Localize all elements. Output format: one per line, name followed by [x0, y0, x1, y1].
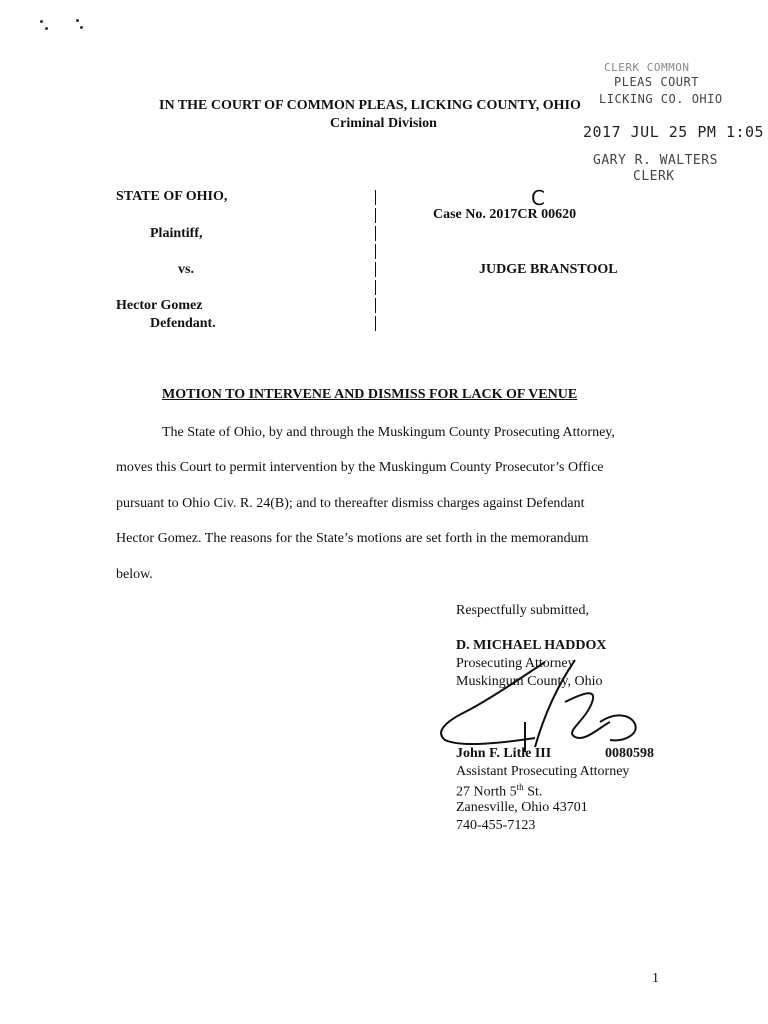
scan-speck — [76, 19, 79, 22]
motion-title: MOTION TO INTERVENE AND DISMISS FOR LACK OF VENUE — [162, 387, 578, 402]
motion-line-4: Hector Gomez. The reasons for the State’s motions are set forth in the memorandum — [116, 531, 589, 546]
motion-line-3: pursuant to Ohio Civ. R. 24(B); and to thereafter dismiss charges against Defendant — [116, 496, 585, 511]
stamp-line-2: PLEAS COURT — [614, 75, 699, 89]
prosecutor-county: Muskingum County, Ohio — [456, 674, 603, 689]
city-state-zip: Zanesville, Ohio 43701 — [456, 800, 588, 815]
street-rest: St. — [523, 784, 543, 800]
phone-number: 740-455-7123 — [456, 818, 536, 833]
scan-speck — [80, 26, 83, 29]
defendant-name: Hector Gomez — [116, 298, 203, 313]
assistant-name: John F. Litle III — [456, 746, 552, 761]
court-division: Criminal Division — [330, 116, 437, 131]
motion-line-2: moves this Court to permit intervention by the Muskingum County Prosecutor’s Office — [116, 460, 604, 475]
caption-divider-3 — [375, 226, 376, 241]
street-address — [456, 782, 542, 801]
scan-speck — [40, 20, 43, 23]
street-sup: th — [516, 782, 524, 792]
case-number: Case No. 2017CR 00620 — [433, 207, 577, 222]
defendant-role: Defendant. — [150, 316, 216, 331]
caption-divider-2 — [375, 208, 376, 223]
plaintiff-role: Plaintiff, — [150, 226, 203, 241]
stamp-clerk-title: CLERK — [633, 169, 675, 184]
plaintiff-name: STATE OF OHIO, — [116, 189, 228, 204]
closing: Respectfully submitted, — [456, 603, 589, 618]
caption-divider-5 — [375, 262, 376, 277]
judge-name: JUDGE BRANSTOOL — [479, 262, 618, 277]
stamp-clerk-name: GARY R. WALTERS — [593, 153, 718, 168]
stamp-line-1: CLERK COMMON — [604, 61, 690, 74]
bar-number: 0080598 — [605, 746, 654, 761]
prosecutor-title: Prosecuting Attorney — [456, 656, 575, 671]
caption-divider-7 — [375, 298, 376, 313]
street-number: 27 North 5 — [456, 784, 517, 800]
caption-divider-6 — [375, 280, 376, 295]
caption-divider-4 — [375, 244, 376, 259]
motion-line-5: below. — [116, 567, 153, 582]
prosecutor-name: D. MICHAEL HADDOX — [456, 638, 607, 653]
assistant-title: Assistant Prosecuting Attorney — [456, 764, 630, 779]
page-number: 1 — [652, 971, 659, 986]
scan-speck — [45, 27, 48, 30]
court-header: IN THE COURT OF COMMON PLEAS, LICKING COUNTY, OHIO — [159, 98, 581, 113]
caption-divider-8 — [375, 316, 376, 331]
caption-divider-1 — [375, 190, 376, 205]
motion-line-1: The State of Ohio, by and through the Muskingum County Prosecuting Attorney, — [162, 425, 615, 440]
stamp-datetime: 2017 JUL 25 PM 1:05 — [583, 123, 765, 141]
stamp-line-3: LICKING CO. OHIO — [599, 92, 723, 106]
case-number-handwritten-mark: C — [531, 186, 545, 210]
versus: vs. — [178, 262, 194, 277]
